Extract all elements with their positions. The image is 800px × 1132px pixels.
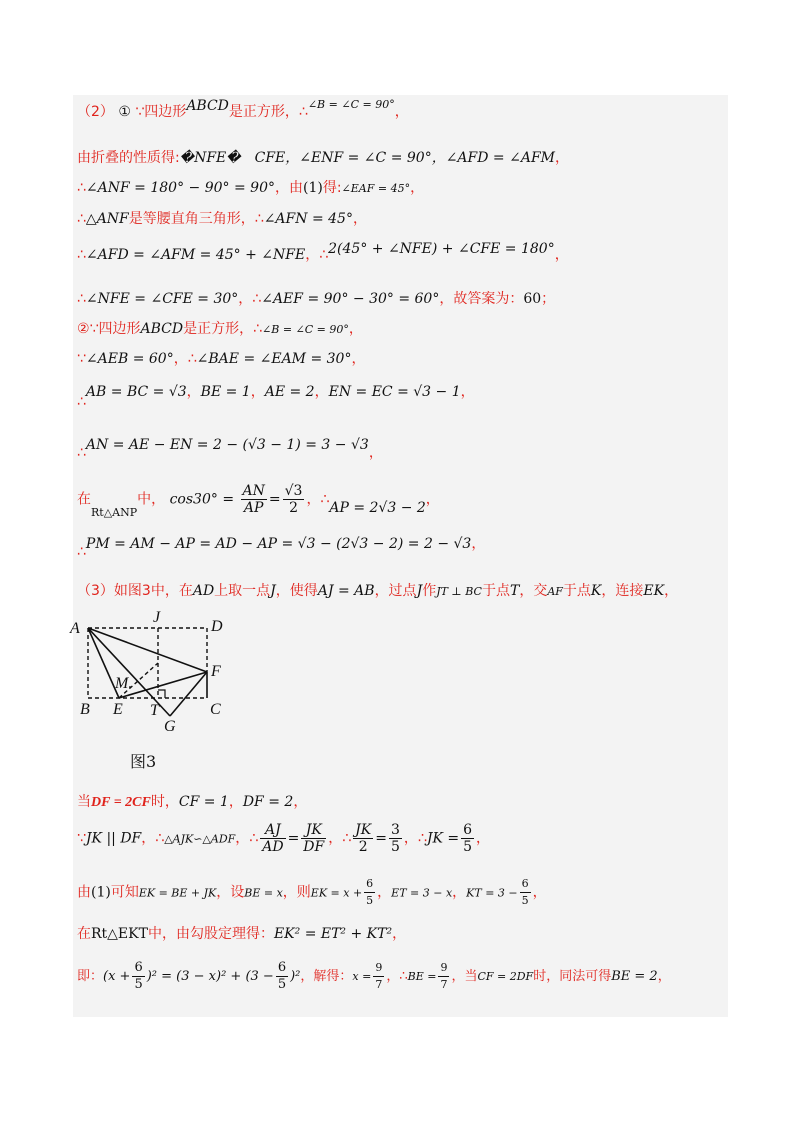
math: CF = 2DF <box>477 970 534 983</box>
text: ， <box>664 583 679 599</box>
text: ，∴ <box>386 969 408 984</box>
denominator: 5 <box>521 894 529 907</box>
fraction <box>373 960 384 993</box>
math: BE = 2 <box>611 969 658 984</box>
math: AB = BC = √3 <box>85 384 187 400</box>
math: AN = AE − EN = 2 − (√3 − 1) = 3 − √3 <box>85 437 369 453</box>
segment-FG <box>170 672 207 716</box>
math: AP = 2√3 − 2 <box>329 499 426 516</box>
text: 是正方形，∴ <box>183 321 263 337</box>
math: EN = EC = √3 − 1 <box>328 384 461 400</box>
math: )² = (3 − x)² + (3 − <box>146 969 274 984</box>
line-17 <box>77 925 406 943</box>
math: (1) <box>302 180 323 196</box>
text: 由 <box>77 884 91 901</box>
label-A: A <box>70 620 80 637</box>
text: ， <box>452 884 467 901</box>
math: BE = <box>407 970 437 983</box>
text: ，∴ <box>328 830 352 847</box>
math: JT ⊥ BC <box>436 585 482 598</box>
math: DF = 2 <box>242 794 294 810</box>
line-11 <box>77 483 440 519</box>
math: )² <box>290 969 301 984</box>
text: 是正方形，∴ <box>228 104 308 120</box>
line-2 <box>77 149 569 167</box>
text: ，当 <box>451 969 478 984</box>
text: ，∴ <box>305 247 329 263</box>
label-D: D <box>211 618 223 635</box>
text: 得: <box>322 180 342 196</box>
math: EK = BE + JK <box>138 886 217 900</box>
text: ∴ <box>77 394 86 410</box>
text: ， <box>348 321 363 337</box>
math: (1) <box>91 884 111 901</box>
label-E: E <box>113 701 123 718</box>
fraction <box>276 960 288 993</box>
text: ∵四边形 <box>89 321 141 337</box>
text: ∴ <box>77 445 86 461</box>
text: ∵ <box>77 830 86 847</box>
math: ABCD <box>186 98 229 114</box>
math: ABCD <box>140 321 184 337</box>
math: △AJK∽△ADF <box>164 832 236 846</box>
line-4 <box>77 210 367 228</box>
numerator: 6 <box>463 822 473 838</box>
text: ∴ <box>77 247 86 263</box>
text: ，设 <box>216 884 245 901</box>
math: = <box>375 830 387 847</box>
line-18 <box>77 960 671 993</box>
numerator: 9 <box>373 960 384 977</box>
text: ， <box>377 884 392 901</box>
text: ； <box>541 291 556 307</box>
text: ，则 <box>282 884 311 901</box>
text: ， <box>368 445 383 461</box>
numerator: 6 <box>277 960 287 975</box>
math: △ANF <box>85 211 129 227</box>
fraction <box>132 960 144 993</box>
math: KT = 3 − <box>466 886 518 900</box>
text: 于点 <box>562 583 591 599</box>
numerator: 3 <box>390 822 400 838</box>
math: BE = 1 <box>200 384 251 400</box>
label-G: G <box>164 718 176 735</box>
text: （3）如图3中，在 <box>77 583 193 599</box>
math: (x + <box>103 969 131 984</box>
text: 上取一点 <box>214 583 271 599</box>
text: ，故答案为： <box>439 291 524 307</box>
math: AD <box>192 583 215 599</box>
math: AF <box>547 585 563 598</box>
math: ∠AFD = ∠AFM = 45° + ∠NFE <box>85 247 306 263</box>
label-C: C <box>210 701 221 718</box>
text: ， <box>532 884 547 901</box>
text: ∵ <box>77 351 86 367</box>
text: 是等腰直角三角形，∴ <box>128 211 264 227</box>
text: ，∴ <box>306 491 330 508</box>
denominator: AP <box>243 500 264 516</box>
segment-AF <box>88 628 207 672</box>
text: ，∴ <box>141 830 165 847</box>
label-J: J <box>153 609 161 626</box>
math: ∠B = ∠C = 90° <box>307 98 395 111</box>
text: ，解得： <box>300 969 353 984</box>
text: ， <box>394 104 409 120</box>
text: ， <box>555 150 569 166</box>
numerator: 9 <box>438 960 449 977</box>
math: ∠AFN = 45° <box>263 211 353 227</box>
numerator: 6 <box>364 876 375 893</box>
math: PM = AM − AP = AD − AP = √3 − (2√3 − 2) = 2 − √3 <box>85 536 472 552</box>
text: ， <box>471 536 486 552</box>
fraction <box>301 822 326 855</box>
numerator: 6 <box>520 876 531 893</box>
text: ，∴ <box>173 351 197 367</box>
math: 60 <box>523 291 542 307</box>
math: ∠AEF = 90° − 30° = 60° <box>261 291 440 307</box>
fraction <box>461 822 474 855</box>
math: ET = 3 − x <box>391 886 453 900</box>
text: ， <box>293 794 308 810</box>
line-3 <box>77 179 424 198</box>
text: 时，同法可得 <box>533 969 612 984</box>
text: ∴ <box>77 180 86 196</box>
numerator: JK <box>355 822 372 838</box>
label-F: F <box>211 663 221 680</box>
text: 于点 <box>481 583 510 599</box>
figure-caption: 图3 <box>130 752 157 771</box>
math: = <box>268 491 281 508</box>
math: T <box>509 583 520 599</box>
text: ，交 <box>519 583 548 599</box>
line-1 <box>77 98 409 122</box>
text: ， <box>186 384 201 400</box>
text: ， <box>352 211 367 227</box>
numerator: JK <box>301 822 326 839</box>
math: DF = 2CF <box>91 795 151 810</box>
circled-number: ② <box>77 321 90 337</box>
text: ， <box>425 491 440 508</box>
denominator: 2 <box>289 500 298 516</box>
fraction <box>353 822 373 855</box>
text: ，由 <box>274 180 303 196</box>
denominator: 7 <box>440 978 448 991</box>
text: ， <box>410 180 425 196</box>
line-14 <box>77 793 307 812</box>
math: ∠BAE = ∠EAM = 30° <box>196 351 352 367</box>
text: ∴ <box>77 211 86 227</box>
denominator: 7 <box>375 978 383 991</box>
text: 在 <box>77 491 91 508</box>
numerator: AN <box>242 483 265 499</box>
denominator: 2 <box>358 839 368 855</box>
fraction <box>520 876 531 909</box>
text: ∴ <box>77 544 86 560</box>
text: ，使得 <box>275 583 318 599</box>
numerator: 6 <box>134 960 143 975</box>
fraction <box>438 960 449 993</box>
denominator: AD <box>262 839 284 855</box>
math: EK = x + <box>310 886 363 900</box>
label-B: B <box>80 701 90 718</box>
denominator: 5 <box>463 839 473 855</box>
line-5 <box>77 241 569 264</box>
text: ， <box>314 384 329 400</box>
text: ， <box>228 794 243 810</box>
text: 即： <box>77 969 104 984</box>
fraction <box>364 876 375 909</box>
line-16 <box>77 876 547 909</box>
math: BE = x <box>244 886 283 900</box>
math: K <box>590 583 602 599</box>
math: ∠NFE = ∠CFE = 30° <box>85 291 239 307</box>
math: ∠B = ∠C = 90° <box>262 323 349 336</box>
text: 中， <box>137 491 166 508</box>
math: EK² = ET² + KT² <box>273 926 393 942</box>
text: 由折叠的性质得: <box>77 150 180 166</box>
text: ， <box>392 926 407 942</box>
fraction <box>389 822 402 855</box>
text: ，∴ <box>238 291 262 307</box>
denominator: 5 <box>390 839 400 855</box>
math: ∠EAF = 45° <box>341 182 411 195</box>
text: ， <box>351 351 366 367</box>
label-T: T <box>150 702 159 719</box>
text: ∴ <box>77 291 86 307</box>
right-angle-mark <box>158 690 165 698</box>
part-label: （2） <box>77 104 114 120</box>
line-9 <box>77 383 475 410</box>
math: 2(45° + ∠NFE) + ∠CFE = 180° <box>328 241 555 257</box>
math: = <box>287 830 300 847</box>
text: ，∴ <box>235 830 259 847</box>
denominator: 5 <box>277 977 287 992</box>
text: ， <box>554 247 569 263</box>
text: ， <box>250 384 265 400</box>
text: ， <box>476 830 491 847</box>
math: ∠AEB = 60° <box>85 351 174 367</box>
text: ， <box>657 969 671 984</box>
math: ∠ANF = 180° − 90° = 90° <box>85 180 275 196</box>
line-12 <box>77 535 486 560</box>
fraction <box>283 483 305 516</box>
denominator: 5 <box>134 977 143 992</box>
text: ，连接 <box>601 583 644 599</box>
text: ，过点 <box>374 583 417 599</box>
text: 作 <box>422 583 437 599</box>
math: J <box>270 583 276 599</box>
math: CF = 1 <box>178 794 229 810</box>
numerator: √3 <box>284 483 303 499</box>
fraction <box>260 822 285 855</box>
text: 可知 <box>110 884 139 901</box>
line-15 <box>77 822 490 858</box>
text: 当 <box>77 794 91 810</box>
label-M: M. <box>115 675 133 692</box>
denominator: 5 <box>366 894 374 907</box>
fraction <box>241 483 267 516</box>
text: ， <box>460 384 475 400</box>
numerator: AJ <box>260 822 285 839</box>
math: x = <box>352 970 372 983</box>
text: 中，由勾股定理得： <box>147 926 274 942</box>
line-10 <box>77 436 383 461</box>
math: AJ = AB <box>317 583 375 599</box>
text: 在 <box>77 926 91 942</box>
line-7 <box>77 320 363 339</box>
circled-number: ① <box>118 104 131 120</box>
geometry-figure <box>66 606 246 736</box>
math: AE = 2 <box>264 384 315 400</box>
math: JK = <box>426 830 460 847</box>
math: Rt△ANP <box>91 505 138 519</box>
line-8 <box>77 350 365 368</box>
text: ∵四边形 <box>135 104 187 120</box>
line-13 <box>77 582 678 601</box>
math: cos30° = <box>169 491 235 508</box>
text: ，∴ <box>403 830 427 847</box>
math: �NFE� CFE，∠ENF = ∠C = 90°，∠AFD = ∠AFM <box>179 150 555 166</box>
math: EK <box>643 583 665 599</box>
text: 时， <box>150 794 179 810</box>
denominator: DF <box>303 839 325 855</box>
line-6 <box>77 290 555 308</box>
math: J <box>416 583 423 599</box>
math: Rt△EKT <box>91 926 148 942</box>
math: JK || DF <box>85 830 142 847</box>
